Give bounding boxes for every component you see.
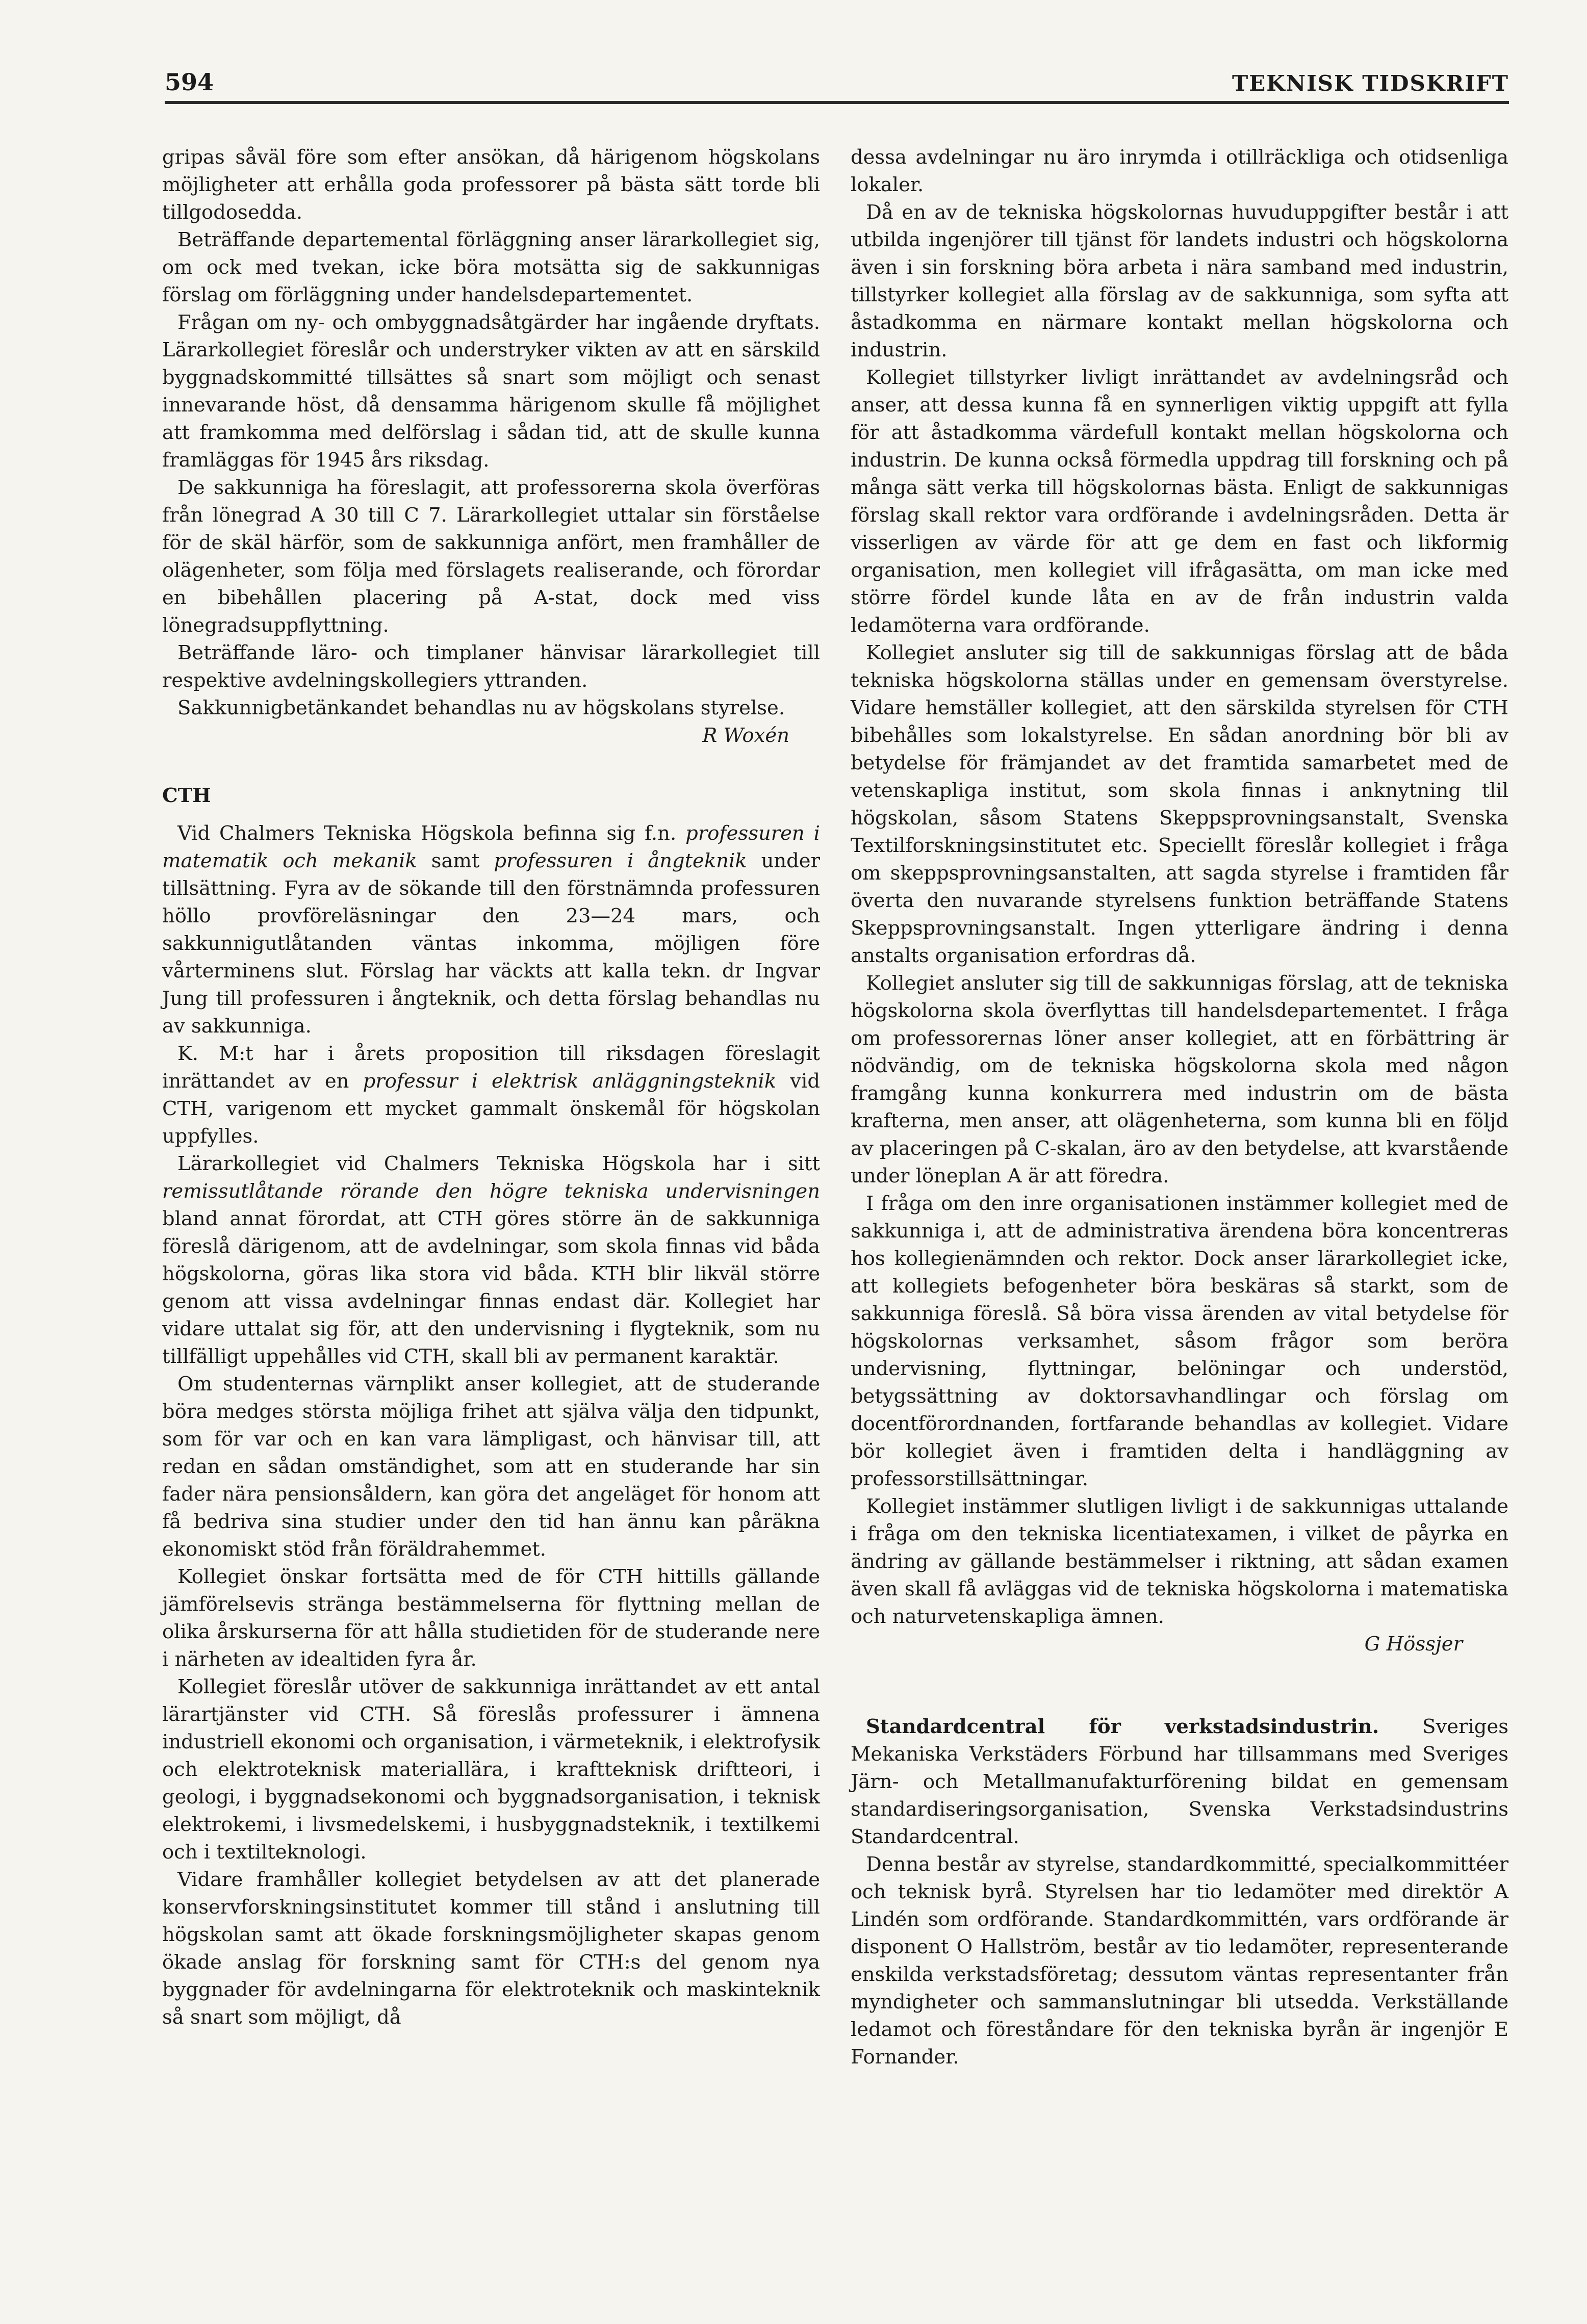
paragraph: Beträffande läro- och timplaner hänvisar lärarkollegiet till respektive avdelningskollegiers yttranden. (162, 641, 820, 692)
paragraph: I fråga om den inre organisationen instämmer kollegiet med de sakkunniga i, att de administrativa ärendena böra koncentreras hos kollegienämnden och rektor. Dock anser lärarkollegiet icke, att kollegiets befogenheter böra beskäras så starkt, som de sakkunniga föreslå. Så böra vissa ärenden av vital betydelse för högskolornas verksamhet, såsom frågor som beröra undervisning, flyttningar, belöningar och understöd, betygssättning av doktorsavhandlingar och förslag om docentförordnanden, fortfarande behandlas av kollegiet. Vidare bör kollegiet även i framtiden delta i handläggning av professorstillsättningar. (851, 1192, 1508, 1490)
emphasis: remissutlåtande rörande den högre tekniska undervisningen (162, 1180, 820, 1203)
paragraph: dessa avdelningar nu äro inrymda i otillräckliga och otidsenliga lokaler. (851, 146, 1508, 196)
paragraph: Frågan om ny- och ombyggnadsåtgärder har ingående dryftats. Lärarkollegiet föreslår och understryker vikten av att en särskild byggnadskommitté tillsättes så snart som möjligt och senast innevarande höst, då densamma härigenom skulle få möjlighet att framkomma med delförslag i sådan tid, att de skulle kunna framläggas för 1945 års riksdag. (162, 311, 820, 472)
paragraph: De sakkunniga ha föreslagit, att professorerna skola överföras från lönegrad A 30 till C 7. Lärarkollegiet uttalar sin förståelse för de skäl härför, som de sakkunniga anfört, men framhåller de olägenheter, som följa med förslagets realiserande, och förordar en bibehållen placering på A-stat, dock med viss lönegradsuppflyttning. (162, 476, 820, 637)
paragraph (162, 1040, 820, 1150)
paragraph: Denna består av styrelse, standardkommitté, specialkommittéer och teknisk byrå. Styrelsen har tio ledamöter med direktör A Lindén som ordförande. Standardkommittén, vars ordförande är disponent O Hallström, består av tio ledamöter, representerande enskilda verkstadsföretag; dessutom väntas representanter från myndigheter och sammanslutningar bli utsedda. Verkställande ledamot och föreståndare för den tekniska byrån är ingenjör E Fornander. (851, 1853, 1508, 2069)
author-signature: R Woxén (702, 724, 789, 747)
emphasis: professuren i matematik och mekanik (162, 822, 820, 872)
text: samt (431, 849, 480, 872)
text: under tillsättning. Fyra av de sökande till den förstnämnda professuren höllo provföreläsningar den 23—24 mars, och sakkunnigutlåtanden väntas inkomma, möjligen före vårterminens slut. Förslag har väckts att kalla tekn. dr Ingvar Jung till professuren i ångteknik, och detta förslag behandlas nu av sakkunniga. (162, 849, 820, 1038)
paragraph (162, 820, 820, 1040)
emphasis: professuren i ångteknik (494, 849, 747, 872)
text: Vid Chalmers Tekniska Högskola befinna sig f.n. (177, 822, 677, 845)
section-title-cth: CTH (162, 784, 211, 807)
journal-title: TEKNISK TIDSKRIFT (1232, 71, 1509, 96)
author-signature: G Hössjer (1364, 1633, 1463, 1656)
paragraph: Kollegiet önskar fortsätta med de för CTH hittills gällande jämförelsevis stränga bestämmelserna för flyttning mellan de olika årskurserna för att hålla studietiden för de studerande nere i närheten av idealtiden fyra år. (162, 1565, 820, 1671)
paragraph: Kollegiet ansluter sig till de sakkunnigas förslag, att de tekniska högskolorna skola överflyttas till handelsdepartementet. I fråga om professorernas löner anser kollegiet, att en förbättring är nödvändig, om de tekniska högskolorna skola med någon framgång kunna konkurrera med industrin om de bästa krafterna, men anser, att olägenheterna, som kunna bli en följd av placeringen på C-skalan, äro av den betydelse, att kvarstående under löneplan A är att föredra. (851, 972, 1508, 1187)
page-number: 594 (165, 68, 214, 96)
left-column (162, 144, 820, 2031)
paragraph-text: Sakkunnigbetänkandet behandlas nu av högskolans styrelse. (177, 696, 785, 719)
paragraph: Kollegiet föreslår utöver de sakkunniga inrättandet av ett antal lärartjänster vid CTH. Så föreslås professurer i ämnena industriell ekonomi och organisation, i värmeteknik, i elektrofysik och elektroteknisk materiallära, i kraftteknisk driftteori, i geologi, i byggnadsekonomi och byggnadsorganisation, i teknisk elektrokemi, i livsmedelskemi, i husbyggnadsteknik, i textilkemi och i textilteknologi. (162, 1675, 820, 1864)
emphasis: professur i elektrisk anläggningsteknik (363, 1070, 777, 1093)
paragraph (162, 1150, 820, 1371)
page-header (165, 60, 1509, 104)
text: Sveriges Mekaniska Verkstäders Förbund har tillsammans med Sveriges Järn- och Metallmanufakturförening bildat en gemensam standardiseringsorganisation, Svenska Verkstadsindustrins Standardcentral. (851, 1715, 1508, 1848)
paragraph: Då en av de tekniska högskolornas huvuduppgifter består i att utbilda ingenjörer till tjänst för landets industri och högskolorna även i sin forskning böra arbeta i nära samband med industrin, tillstyrker kollegiet alla förslag av de sakkunniga, som syfta att åstadkomma en närmare kontakt mellan högskolorna och industrin. (851, 201, 1508, 361)
section-title-standardcentral: Standardcentral för verkstadsindustrin. (866, 1715, 1379, 1738)
paragraph: Kollegiet ansluter sig till de sakkunnigas förslag att de båda tekniska högskolorna ställas under en gemensam överstyrelse. Vidare hemställer kollegiet, att den särskilda styrelsen för CTH bibehålles som lokalstyrelse. En sådan anordning bör bli av betydelse för främjandet av det framtida samarbetet med de vetenskapliga institut, som skola finnas i anknytning tlil högskolan, såsom Statens Skeppsprovningsanstalt, Svenska Textilforskningsinstitutet etc. Speciellt föreslår kollegiet i fråga om skeppsprovningsanstalten, att sagda styrelse i framtiden får överta den nuvarande styrelsens funktion beträffande Statens Skeppsprovningsanstalt. Ingen ytterligare ändring i denna anstalts organisation erfordras då. (851, 641, 1508, 967)
text: vid CTH, varigenom ett mycket gammalt önskemål för högskolan uppfylles. (162, 1070, 820, 1148)
paragraph: Vidare framhåller kollegiet betydelsen av att det planerade konservforskningsinstitutet kommer till stånd i anslutning till högskolan samt att ökade forskningsmöjligheter skapas genom ökade anslag för forskning samt för CTH:s del genom nya byggnader för avdelningarna för elektroteknik och maskinteknik så snart som möjligt, då (162, 1868, 820, 2029)
paragraph: Kollegiet tillstyrker livligt inrättandet av avdelningsråd och anser, att dessa kunna få en synnerligen viktig uppgift att fylla för att åstadkomma värdefull kontakt mellan högskolorna och industrin. De kunna också förmedla uppdrag till forskning och på många sätt verka till högskolornas bästa. Enligt de sakkunnigas förslag skall rektor vara ordförande i avdelningsråden. Detta är visserligen av värde för att ge dem en fast och likformig organisation, men kollegiet vill ifrågasätta, om man icke med större fördel kunde låta en av de från industrin valda ledamöterna vara ordförande. (851, 366, 1508, 637)
paragraph: Om studenternas värnplikt anser kollegiet, att de studerande böra medges största möjliga frihet att själva välja den tidpunkt, som för var och en kan vara lämpligast, och hänvisar till, att redan en sådan omständighet, som att en studerande har sin fader nära pensionsåldern, kan göra det angeläget för honom att få bedriva sina studier under den tid han ännu kan påräkna ekonomiskt stöd från föräldrahemmet. (162, 1373, 820, 1561)
section-gap (851, 1658, 1508, 1713)
paragraph: Beträffande departemental förläggning anser lärarkollegiet sig, om ock med tvekan, icke böra motsätta sig de sakkunnigas förslag om förläggning under handelsdepartementet. (162, 228, 820, 306)
text: bland annat förordat, att CTH göres större än de sakkunniga föreslå därigenom, att de avdelningar, som skola finnas vid båda högskolorna, göras lika stora vid båda. KTH blir likväl större genom att vissa avdelningar finnas endast där. Kollegiet har vidare uttalat sig för, att den undervisning i flygteknik, som nu tillfälligt uppehålles vid CTH, skall bli av permanent karaktär. (162, 1207, 820, 1368)
paragraph: gripas såväl före som efter ansökan, då härigenom högskolans möjligheter att erhålla goda professorer på bästa sätt torde bli tillgodosedda. (162, 146, 820, 224)
paragraph (851, 1713, 1508, 1851)
text: Lärarkollegiet vid Chalmers Tekniska Högskola har i sitt (177, 1152, 820, 1175)
paragraph (162, 694, 820, 747)
right-column (851, 144, 1508, 2071)
paragraph: Kollegiet instämmer slutligen livligt i de sakkunnigas uttalande i fråga om den tekniska licentiatexamen, i vilket de påyrka en ändring av gällande bestämmelser i riktning, att sådan examen även skall få avläggas vid de tekniska högskolorna i matematiska och naturvetenskapliga ämnen. (851, 1495, 1508, 1628)
text: K. M:t har i årets proposition till riksdagen föreslagit inrättandet av en (162, 1042, 820, 1093)
